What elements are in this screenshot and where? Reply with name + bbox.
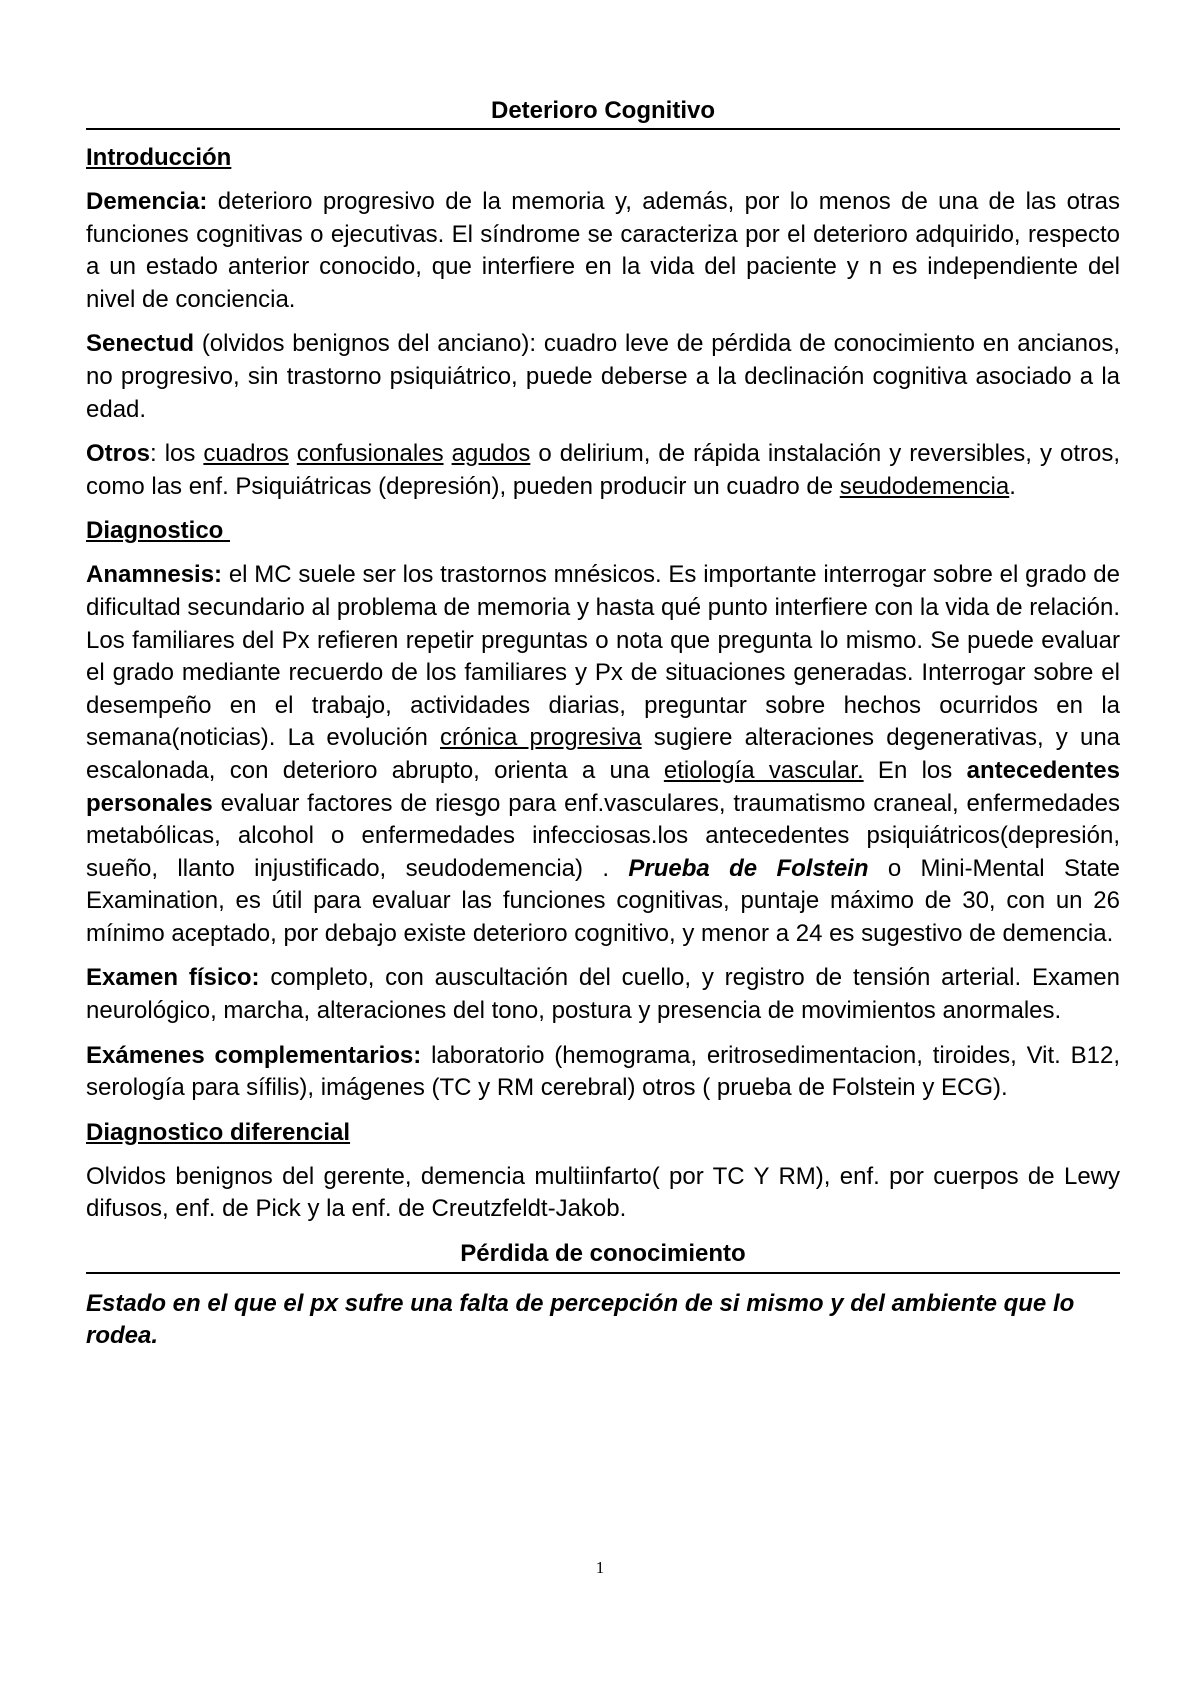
paragraph-demencia [86,186,1120,316]
term-otros: Otros [86,440,151,468]
underlined-agudos: agudos [451,440,531,468]
bold-italic-prueba-folstein: Prueba de Folstein [628,854,869,882]
text-anamnesis-2: sugiere alteraciones degenerativas, y una escalonada, con deterioro abrupto, orienta a una [86,724,1121,784]
document-page [86,96,1120,1352]
underlined-confusionales: confusionales [296,440,444,468]
text-anamnesis-4: evaluar factores de riesgo para enf.vasculares, traumatismo craneal, enfermedades metabólicas, alcohol o enfermedades infecciosas.los antecedentes psiquiátricos(depresión, sueño, llanto injustificado, seudodemencia) . [86,789,1120,882]
space-2 [444,440,452,467]
underlined-seudodemencia: seudodemencia [839,472,1010,500]
text-demencia: deterioro progresivo de la memoria y, además, por lo menos de una de las otras funciones cognitivas o ejecutivas. El síndrome se caracteriza por el deterioro adquirido, respecto a un estado anterior conocido, que interfiere en la vida del paciente y n es independiente del nivel de conciencia. [86,188,1120,313]
paragraph-otros [86,438,1120,503]
paragraph-examenes-complementarios [86,1040,1120,1105]
underlined-cuadros: cuadros [203,440,289,468]
section-heading-diagnostico: Diagnostico [86,517,231,545]
paragraph-anamnesis [86,559,1120,950]
paragraph-diagnostico-diferencial: Olvidos benignos del gerente, demencia multiinfarto( por TC Y RM), enf. por cuerpos de Lewy difusos, enf. de Pick y la enf. de Creutzfeldt-Jakob. [86,1162,1120,1223]
space-1 [289,440,297,467]
text-otros-2: o delirium, de rápida instalación y reversibles, y otros, como las enf. Psiquiátricas (depresión), pueden producir un cuadro de [86,440,1121,500]
section-heading-introduccion: Introducción [86,144,232,171]
document-title: Deterioro Cognitivo [86,96,1120,130]
term-examenes-complementarios: Exámenes complementarios: [86,1041,422,1069]
text-otros-3: . [1009,472,1016,500]
underlined-etiologia-vascular: etiología vascular. [663,756,864,784]
bold-antecedentes-personales: antecedentes personales [86,756,1120,817]
text-examen-fisico: completo, con auscultación del cuello, y registro de tensión arterial. Examen neurológico, marcha, alteraciones del tono, postura y presencia de movimientos anormales. [86,964,1120,1025]
text-anamnesis-1: el MC suele ser los trastornos mnésicos. Es importante interrogar sobre el grado de dificultad secundario al problema de memoria y hasta qué punto interfiere con la vida de relación. Los familiares del Px refieren repetir preguntas o nota que pregunta lo mismo. Se puede evaluar el grado mediante recuerdo de los familiares y Px de situaciones generadas. Interrogar sobre el desempeño en el trabajo, actividades diarias, preguntar sobre hechos ocurridos en la semana(noticias). La evolución [86,561,1120,752]
text-otros-1: : los [150,440,204,468]
page-number: 1 [595,1558,605,1577]
definition-perdida-conocimiento: Estado en el que el px sufre una falta de percepción de si mismo y del ambiente que lo rodea. [86,1290,1075,1350]
paragraph-senectud [86,328,1120,426]
text-anamnesis-5: o Mini-Mental State Examination, es útil para evaluar las funciones cognitivas, puntaje máximo de 30, con un 26 mínimo aceptado, por debajo existe deterioro cognitivo, y menor a 24 es sugestivo de demencia. [86,854,1120,947]
paragraph-examen-fisico [86,962,1120,1027]
underlined-cronica-progresiva: crónica progresiva [440,724,642,752]
term-examen-fisico: Examen físico: [86,964,260,992]
term-demencia: Demencia: [86,188,208,215]
text-examenes-complementarios: laboratorio (hemograma, eritrosedimentacion, tiroides, Vit. B12, serología para sífilis), imágenes (TC y RM cerebral) otros ( prueba de Folstein y ECG). [86,1041,1120,1102]
term-senectud: Senectud [86,330,195,358]
section-title-perdida-conocimiento: Pérdida de conocimiento [86,1238,1120,1274]
text-anamnesis-3: En los [863,756,967,784]
section-heading-diagnostico-diferencial: Diagnostico diferencial [86,1118,351,1146]
term-anamnesis: Anamnesis: [86,561,223,589]
text-senectud: (olvidos benignos del anciano): cuadro leve de pérdida de conocimiento en ancianos, no progresivo, sin trastorno psiquiátrico, puede deberse a la declinación cognitiva asociado a la edad. [86,330,1120,423]
